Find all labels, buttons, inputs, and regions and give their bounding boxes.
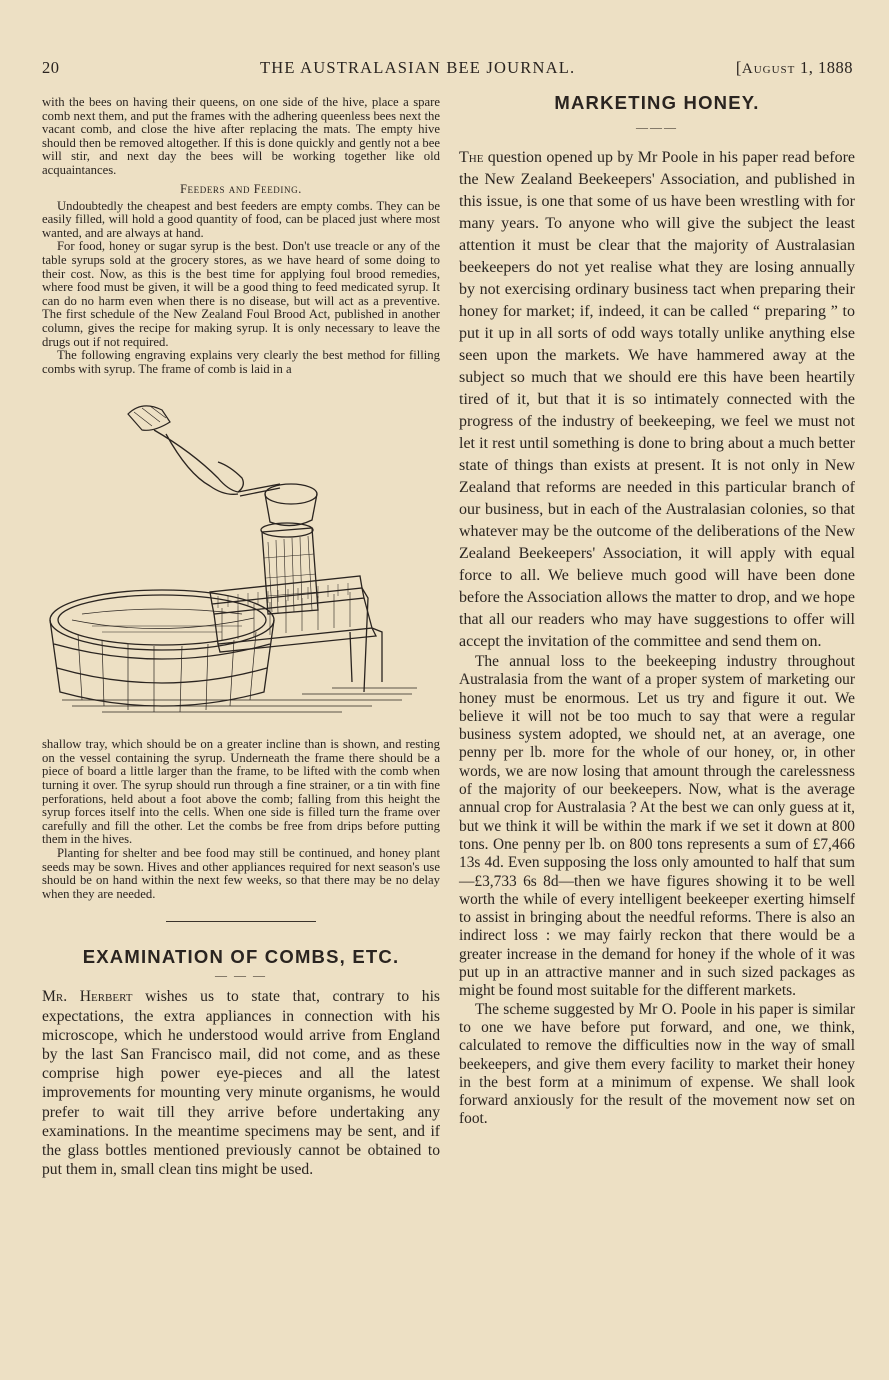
marketing-heading: MARKETING HONEY. bbox=[554, 92, 760, 113]
strainer-pot bbox=[261, 484, 318, 614]
after-figure-paragraph: shallow tray, which should be on a greater incline than is shown, and resting on the vessel containing the syrup. Underneath the frame there should be a piece of board a little larger than the frame, to be lifted with the comb when turning it over. The syrup should run through a fine strainer, or a tin with fine perforations, held about a foot above the comb; falling from this height the syrup forces itself into the cells. When one side is filled turn the frame over carefully and fill the other. Let the combs be free from drips before putting them in the hives. bbox=[42, 737, 440, 847]
marketing-paragraph-2: The annual loss to the beekeeping industry throughout Australasia from the want of a proper system of marketing our honey must be enormous. Let us try and figure it out. We believe it will not be too much to say that were a regular business system adopted, we should net, at an average, one penny per lb. more for the whole of our honey, or, in other words, we are now losing that amount through the carelessness of the majority of our beekeepers. Now, what is the average annual crop for Australasia ? At the best we can only guess at it, but we think it will be within the mark if we set it down at 800 tons. One penny per lb. on 800 tons represents a sum of £7,466 13s 4d. Even supposing the loss only amounted to half that sum—£3,733 6s 8d—then we have figures showing it to be well worth the while of every intelligent beekeeper exerting himself to assist in bringing about the needful reforms. There is also an indirect loss : we may fairly reckon that there would be a greater increase in the demand for honey if the whole of it was put up in an attractive manner and in such sized packages as might be found most suitable for the different markets. bbox=[459, 653, 855, 1000]
issue-date: [August 1, 1888 bbox=[735, 58, 853, 77]
marketing-paragraph-1: The question opened up by Mr Poole in his paper read before the New Zealand Beekeepers' Association, and published in this issue, is one that some of us have been wrestling with for many years. To anyone who will give the subject the least attention it must be clear that the majority of Australasian beekeepers do not yet realise what they are losing annually by not exercising ordinary business tact when preparing their honey for market; if, indeed, it can be called “ preparing ” to put it up in all sorts of odd ways totally unlike anything else seen upon the markets. We have hammered away at the subject so much that we should ere this have been heartily tired of it, but that it is so intimately connected with the progress of the industry of beekeeping, we feel we must not let it rest until something is done to bring about a much better state of things than exists at present. It is not only in New Zealand that reforms are needed in this particular branch of our business, but in each of the Australasian colonies, so that whatever may be the outcome of the deliberations of the New Zealand Beekeepers' Association, it will apply with equal force to all. We believe much good will have been done before the Association allows the matter to drop, and we hope that all our readers who may have suggestions to offer will accept the invitation of the committee and send them on. bbox=[459, 149, 855, 650]
feeders-paragraph-1: Undoubtedly the cheapest and best feeders are empty combs. They can be easily filled, will hold a good quantity of food, can be placed just where most wanted, and are always at hand. bbox=[42, 198, 440, 240]
section-divider bbox=[166, 921, 316, 922]
planting-paragraph: Planting for shelter and bee food may still be continued, and honey plant seeds may be sown. Hives and other appliances required for next season's use should be on hand within the next few weeks, so that there may be no delay when they are needed. bbox=[42, 846, 440, 901]
hand-with-tin bbox=[128, 406, 280, 496]
shallow-tray bbox=[210, 576, 382, 692]
wash-tub bbox=[50, 590, 274, 712]
intro-paragraph: with the bees on having their queens, on one side of the hive, place a spare comb next them, and put the frames with the adhering queenless bees next the vacant comb, and close the hive after replacing the mats. The empty hive should then be removed altogether. If this is done quickly and gently not a bee will stir, and next day the bees will be working together like old acquaintances. bbox=[42, 95, 440, 177]
examination-heading: EXAMINATION OF COMBS, ETC. bbox=[82, 946, 400, 968]
examination-paragraph: Mr. Herbert wishes us to state that, contrary to his expectations, the extra appliances in connection with his microscope, which he understood would arrive from England by the last San Francisco mail, did not come, and as these comprise high power eye-pieces and all the latest improvements for mounting very minute organisms, he would prefer to wait till they arrive before undertaking any examinations. In the meantime specimens may be sent, and if the glass bottles mentioned previously cannot be obtained to put them in, small clean tins might be used. bbox=[42, 988, 440, 1179]
running-header bbox=[42, 58, 853, 82]
feeders-subheading: Feeders and Feeding. bbox=[180, 181, 302, 196]
journal-title: THE AUSTRALASIAN BEE JOURNAL. bbox=[260, 58, 576, 77]
marketing-paragraph-3: The scheme suggested by Mr O. Poole in his paper is similar to one we have before put forward, and one, we think, calculated to remove the difficulties now in the way of small beekeepers, and give them every facility to market their honey in the best form at a minimum of expense. We shall look forward anxiously for the result of the movement now set on foot. bbox=[459, 1000, 855, 1128]
feeders-paragraph-2: For food, honey or sugar syrup is the best. Don't use treacle or any of the table syrups sold at the grocery stores, as we have heard of some doing to their cost. Now, as this is the best time for applying foul brood remedies, where food must be given, it will be a good thing to feed medicated syrup. It can do no harm even when there is no disease, but will act as a preventive. The first schedule of the New Zealand Foul Brood Act, published in another column, gives the recipe for making syrup. It is only necessary to leave the drugs out if not required. bbox=[42, 239, 440, 349]
page-number: 20 bbox=[42, 58, 60, 77]
feeding-article-continued bbox=[42, 738, 440, 901]
examination-lead: Mr. Herbert bbox=[42, 988, 133, 1006]
left-column bbox=[42, 96, 440, 1179]
syrup-feeding-engraving bbox=[42, 382, 440, 728]
right-column bbox=[459, 92, 855, 1129]
marketing-dash: ——— bbox=[636, 120, 678, 134]
marketing-lead: The bbox=[459, 149, 484, 166]
issue-month: August bbox=[741, 61, 796, 77]
marketing-article bbox=[459, 147, 855, 1129]
examination-dash: — — — bbox=[215, 968, 267, 983]
feeders-paragraph-3: The following engraving explains very clearly the best method for filling combs with syrup. The frame of comb is laid in a bbox=[42, 348, 440, 376]
examination-article bbox=[42, 987, 440, 1179]
feeding-article bbox=[42, 96, 440, 376]
